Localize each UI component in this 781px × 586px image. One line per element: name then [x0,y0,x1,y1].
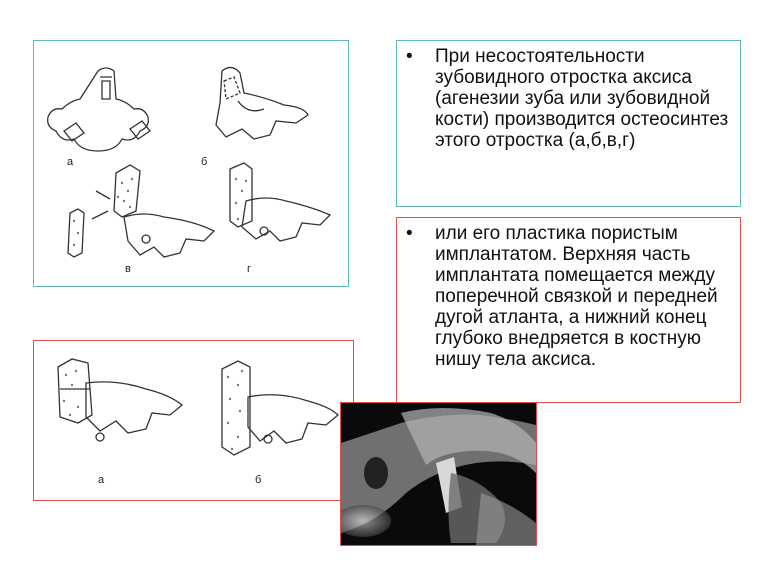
bullet-marker: • [406,46,413,67]
vertebra-drawings-bottom [34,341,353,500]
paragraph-bottom: или его пластика пористым имплантатом. Верхняя часть имплантата помещается между поперечной связкой и передней дугой атланта, а нижний конец глубоко внедряется в костную нишу тела аксиса. [435,223,718,370]
text-panel-top [396,40,741,207]
text-panel-bottom [396,217,741,403]
label-v: в [125,263,131,275]
xray-radiograph [341,403,536,545]
label-b: б [201,156,208,168]
diagram-panel-top [33,40,349,287]
paragraph-top: При несостоятельности зубовидного отростка аксиса (агенезии зуба или зубовидной кости) производится остеосинтез этого отростка (а,б,в,г) [435,46,729,151]
bullet-marker: • [406,223,413,244]
label-a: а [67,156,74,168]
xray-image [340,402,537,546]
label-g: г [247,263,252,275]
vertebra-drawings-top [34,41,348,286]
label-a: а [98,474,105,486]
diagram-panel-bottom [33,340,354,501]
label-b: б [255,474,262,486]
